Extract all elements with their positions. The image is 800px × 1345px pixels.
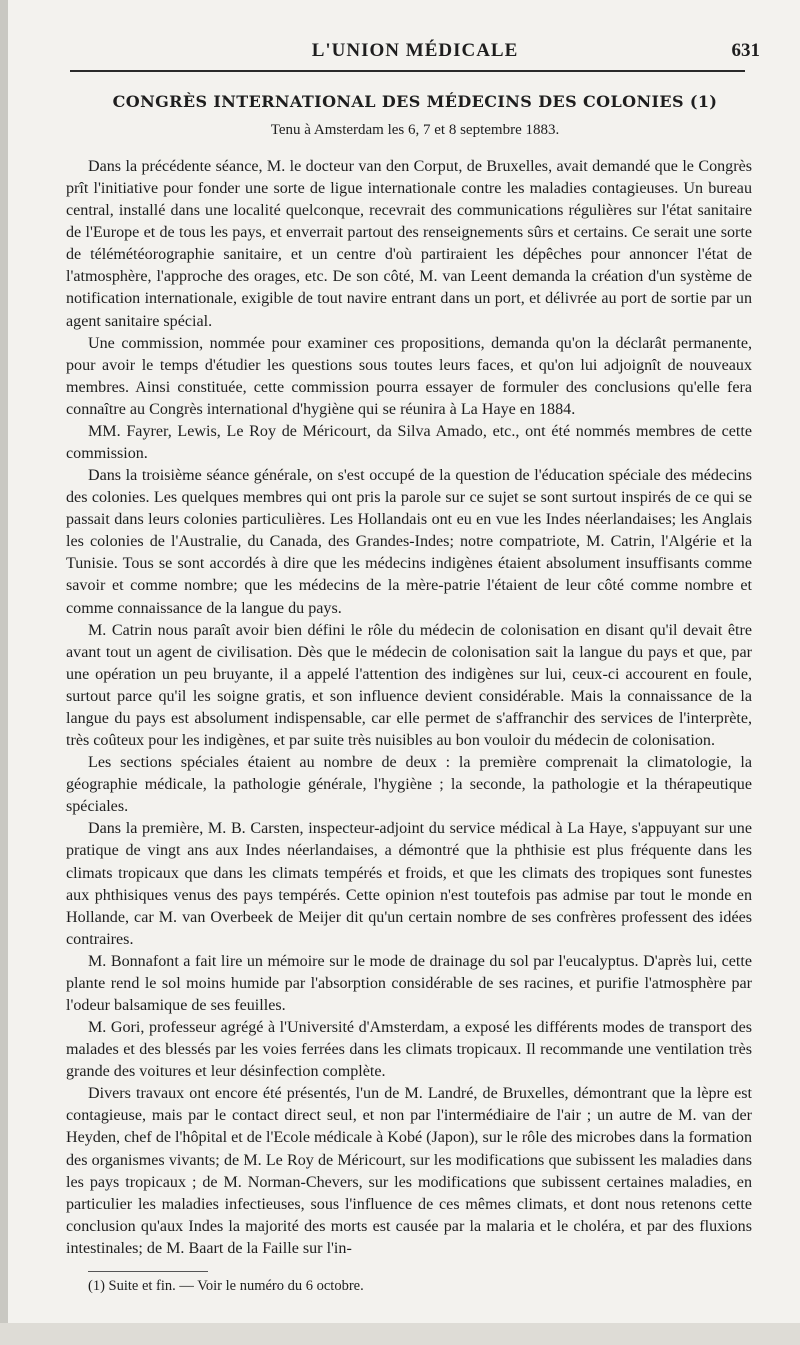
header-rule (70, 70, 745, 72)
paragraph: Divers travaux ont encore été présentés, l'un de M. Landré, de Bruxelles, démontrant que la lèpre est contagieuse, mais par le contact direct seul, et non par l'intermédiaire de l'air ; un autre de M. van der Heyden, chef de l'hôpital et de l'Ecole médicale à Kobé (Japon), sur le rôle des microbes dans la formation des organismes vivants; de M. Le Roy de Méricourt, sur les modifications que subissent les maladies dans les pays tropicaux ; de M. Norman-Chevers, sur les modifications que subissent certaines maladies, en particulier les maladies infectieuses, sous l'influence de ces mêmes climats, et dont nous retenons cette conclusion qu'aux Indes la majorité des morts est causée par la malaria et le choléra, et par des fluxions intestinales; de M. Baart de la Faille sur l'in- (66, 1085, 752, 1257)
paragraph: Dans la première, M. B. Carsten, inspecteur-adjoint du service médical à La Haye, s'appuyant sur une pratique de vingt ans aux Indes néerlandaises, a démontré que la phthisie est plus fréquente dans les climats tropicaux que dans les climats tempérés et froids, et que les climats des tropiques sont funestes aux phthisiques venus des pays tempérés. Cette opinion n'est toutefois pas admise par tout le monde en Hollande, car M. van Overbeek de Meijer dit qu'un certain nombre de ses confrères professent des idées contraires. (66, 820, 752, 948)
paragraph: M. Catrin nous paraît avoir bien défini le rôle du médecin de colonisation en disant qu'il devait être avant tout un agent de civilisation. Dès que le médecin de colonisation sait la langue du pays et que, par une opération un peu bruyante, il a appelé l'attention des indigènes sur lui, ceux-ci accourent en foule, surtout parce qu'il les soigne gratis, et son influence devient considérable. Mais la connaissance de la langue du pays est absolument indispensable, car elle permet de s'affranchir des services de l'interprète, très coûteux pour les indigènes, et par suite très nuisibles au bon vouloir du médecin de colonisation. (66, 621, 752, 750)
footnote-rule (88, 1271, 208, 1272)
paragraph: MM. Fayrer, Lewis, Le Roy de Méricourt, da Silva Amado, etc., ont été nommés membres de cette commission. (66, 422, 752, 463)
paragraph: Dans la troisième séance générale, on s'est occupé de la question de l'éducation spéciale des médecins des colonies. Les quelques membres qui ont pris la parole sur ce sujet se sont surtout inspirés de ce qui se passait dans leurs colonies particulières. Les Hollandais ont eu en vue les Indes néerlandaises; les Anglais les colonies de l'Australie, du Canada, des Grandes-Indes; notre compatriote, M. Catrin, l'Algérie et la Tunisie. Tous se sont accordés à dire que les médecins indigènes étaient absolument insuffisants comme savoir et comme nombre; que les médecins de la mère-patrie l'étaient de leur côté comme nombre et comme connaissance de la langue du pays. (66, 467, 752, 617)
paragraph: Une commission, nommée pour examiner ces propositions, demanda qu'on la déclarât permanente, pour avoir le temps d'étudier les questions sous toutes leurs faces, et qu'on lui adjoignît de nouveaux membres. Ainsi constituée, cette commission pourra essayer de formuler des conclusions qu'elle fera connaître au Congrès international d'hygiène qui se réunira à La Haye en 1884. (66, 334, 752, 418)
page-edge-bottom (0, 1323, 800, 1345)
page-header (70, 40, 760, 70)
article-body (66, 156, 752, 1260)
page-number: 631 (731, 40, 760, 61)
paragraph: Dans la précédente séance, M. le docteur van den Corput, de Bruxelles, avait demandé que le Congrès prît l'initiative pour fonder une sorte de ligue internationale contre les maladies contagieuses. Un bureau central, installé dans une localité quelconque, recevrait des communications régulières sur l'état sanitaire de l'Europe et de tous les pays, et enverrait partout des renseignements sûrs et certains. Ce serait une sorte de télémétéorographie sanitaire, et un centre d'où partiraient les dépêches pour annoncer l'état de l'atmosphère, l'approche des orages, etc. De son côté, M. van Leent demanda la création d'un système de notification internationale, exigible de tout navire entrant dans un port, et délivrée au port de sortie par un agent sanitaire spécial. (66, 158, 752, 330)
paragraph: Les sections spéciales étaient au nombre de deux : la première comprenait la climatologie, la géographie médicale, la pathologie générale, l'hygiène ; la seconde, la pathologie et la thérapeutique spéciales. (66, 754, 752, 816)
paragraph: M. Bonnafont a fait lire un mémoire sur le mode de drainage du sol par l'eucalyptus. D'après lui, cette plante rend le sol moins humide par l'absorption considérable de ses racines, et purifie l'atmosphère par l'odeur balsamique de ses feuilles. (66, 952, 752, 1014)
article-title: CONGRÈS INTERNATIONAL DES MÉDECINS DES COLONIES (1) (112, 92, 718, 111)
footnote: (1) Suite et fin. — Voir le numéro du 6 octobre. (88, 1278, 364, 1294)
page-edge-left (0, 0, 8, 1345)
running-title: L'UNION MÉDICALE (311, 40, 519, 61)
article-subtitle: Tenu à Amsterdam les 6, 7 et 8 septembre 1883. (270, 122, 560, 138)
paragraph: M. Gori, professeur agrégé à l'Université d'Amsterdam, a exposé les différents modes de transport des malades et des blessés par les voies ferrées dans les climats tropicaux. Il recommande une ventilation très grande des voitures et leur désinfection complète. (66, 1019, 752, 1081)
